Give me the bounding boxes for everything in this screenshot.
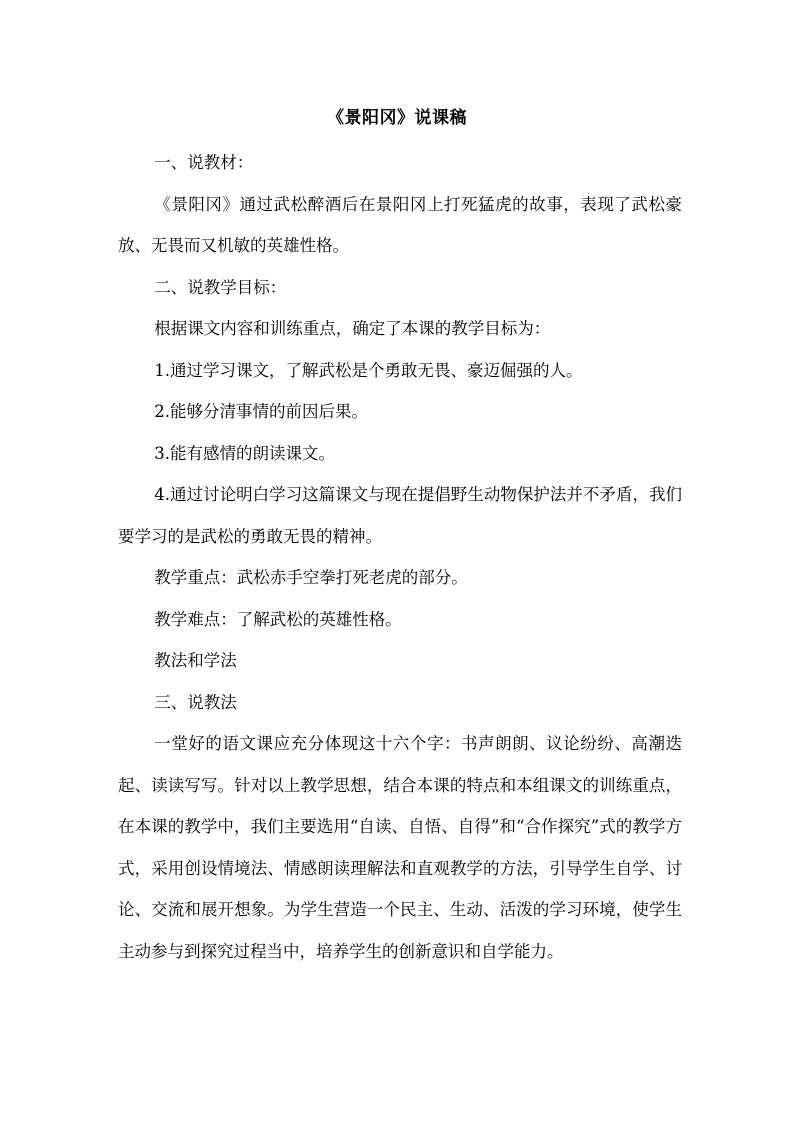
paragraph-teaching-method: 一堂好的语文课应充分体现这十六个字：书声朗朗、议论纷纷、高潮迭起、读读写写。针对以上教学思想，结合本课的特点和本组课文的训练重点，在本课的教学中，我们主要选用“自读、自悟、自得”和“合作探究”式的教学方式，采用创设情境法、情感朗读理解法和直观教学的方法，引导学生自学、讨论、交流和展开想象。为学生营造一个民主、生动、活泼的学习环境，使学生主动参与到探究过程当中，培养学生的创新意识和自学能力。 <box>118 734 682 961</box>
document-title: 《景阳冈》说课稿 <box>327 108 467 128</box>
paragraph-difficult-point: 教学难点：了解武松的英雄性格。 <box>154 609 402 629</box>
document-body <box>118 142 682 972</box>
goal-item-4: 4.通过讨论明白学习这篇课文与现在提倡野生动物保护法并不矛盾，我们要学习的是武松的勇敢无畏的精神。 <box>118 485 682 546</box>
paragraph-goals-intro: 根据课文内容和训练重点，确定了本课的教学目标为： <box>154 319 551 338</box>
section-heading-goals: 二、说教学目标： <box>154 277 287 297</box>
section-heading-textbook: 一、说教材： <box>154 153 254 172</box>
section-heading-methods: 教法和学法 <box>154 651 237 670</box>
section-heading-teaching-method: 三、说教法 <box>154 692 237 712</box>
goal-item-2: 2.能够分清事情的前因后果。 <box>154 402 369 421</box>
goal-item-1: 1.通过学习课文，了解武松是个勇敢无畏、豪迈倔强的人。 <box>154 360 583 380</box>
paragraph-key-point: 教学重点：武松赤手空拳打死老虎的部分。 <box>154 568 468 587</box>
goal-item-3: 3.能有感情的朗读课文。 <box>154 443 336 463</box>
paragraph-textbook-summary: 《景阳冈》通过武松醉酒后在景阳冈上打死猛虎的故事，表现了武松豪放、无畏而又机敏的英雄性格。 <box>118 194 682 255</box>
